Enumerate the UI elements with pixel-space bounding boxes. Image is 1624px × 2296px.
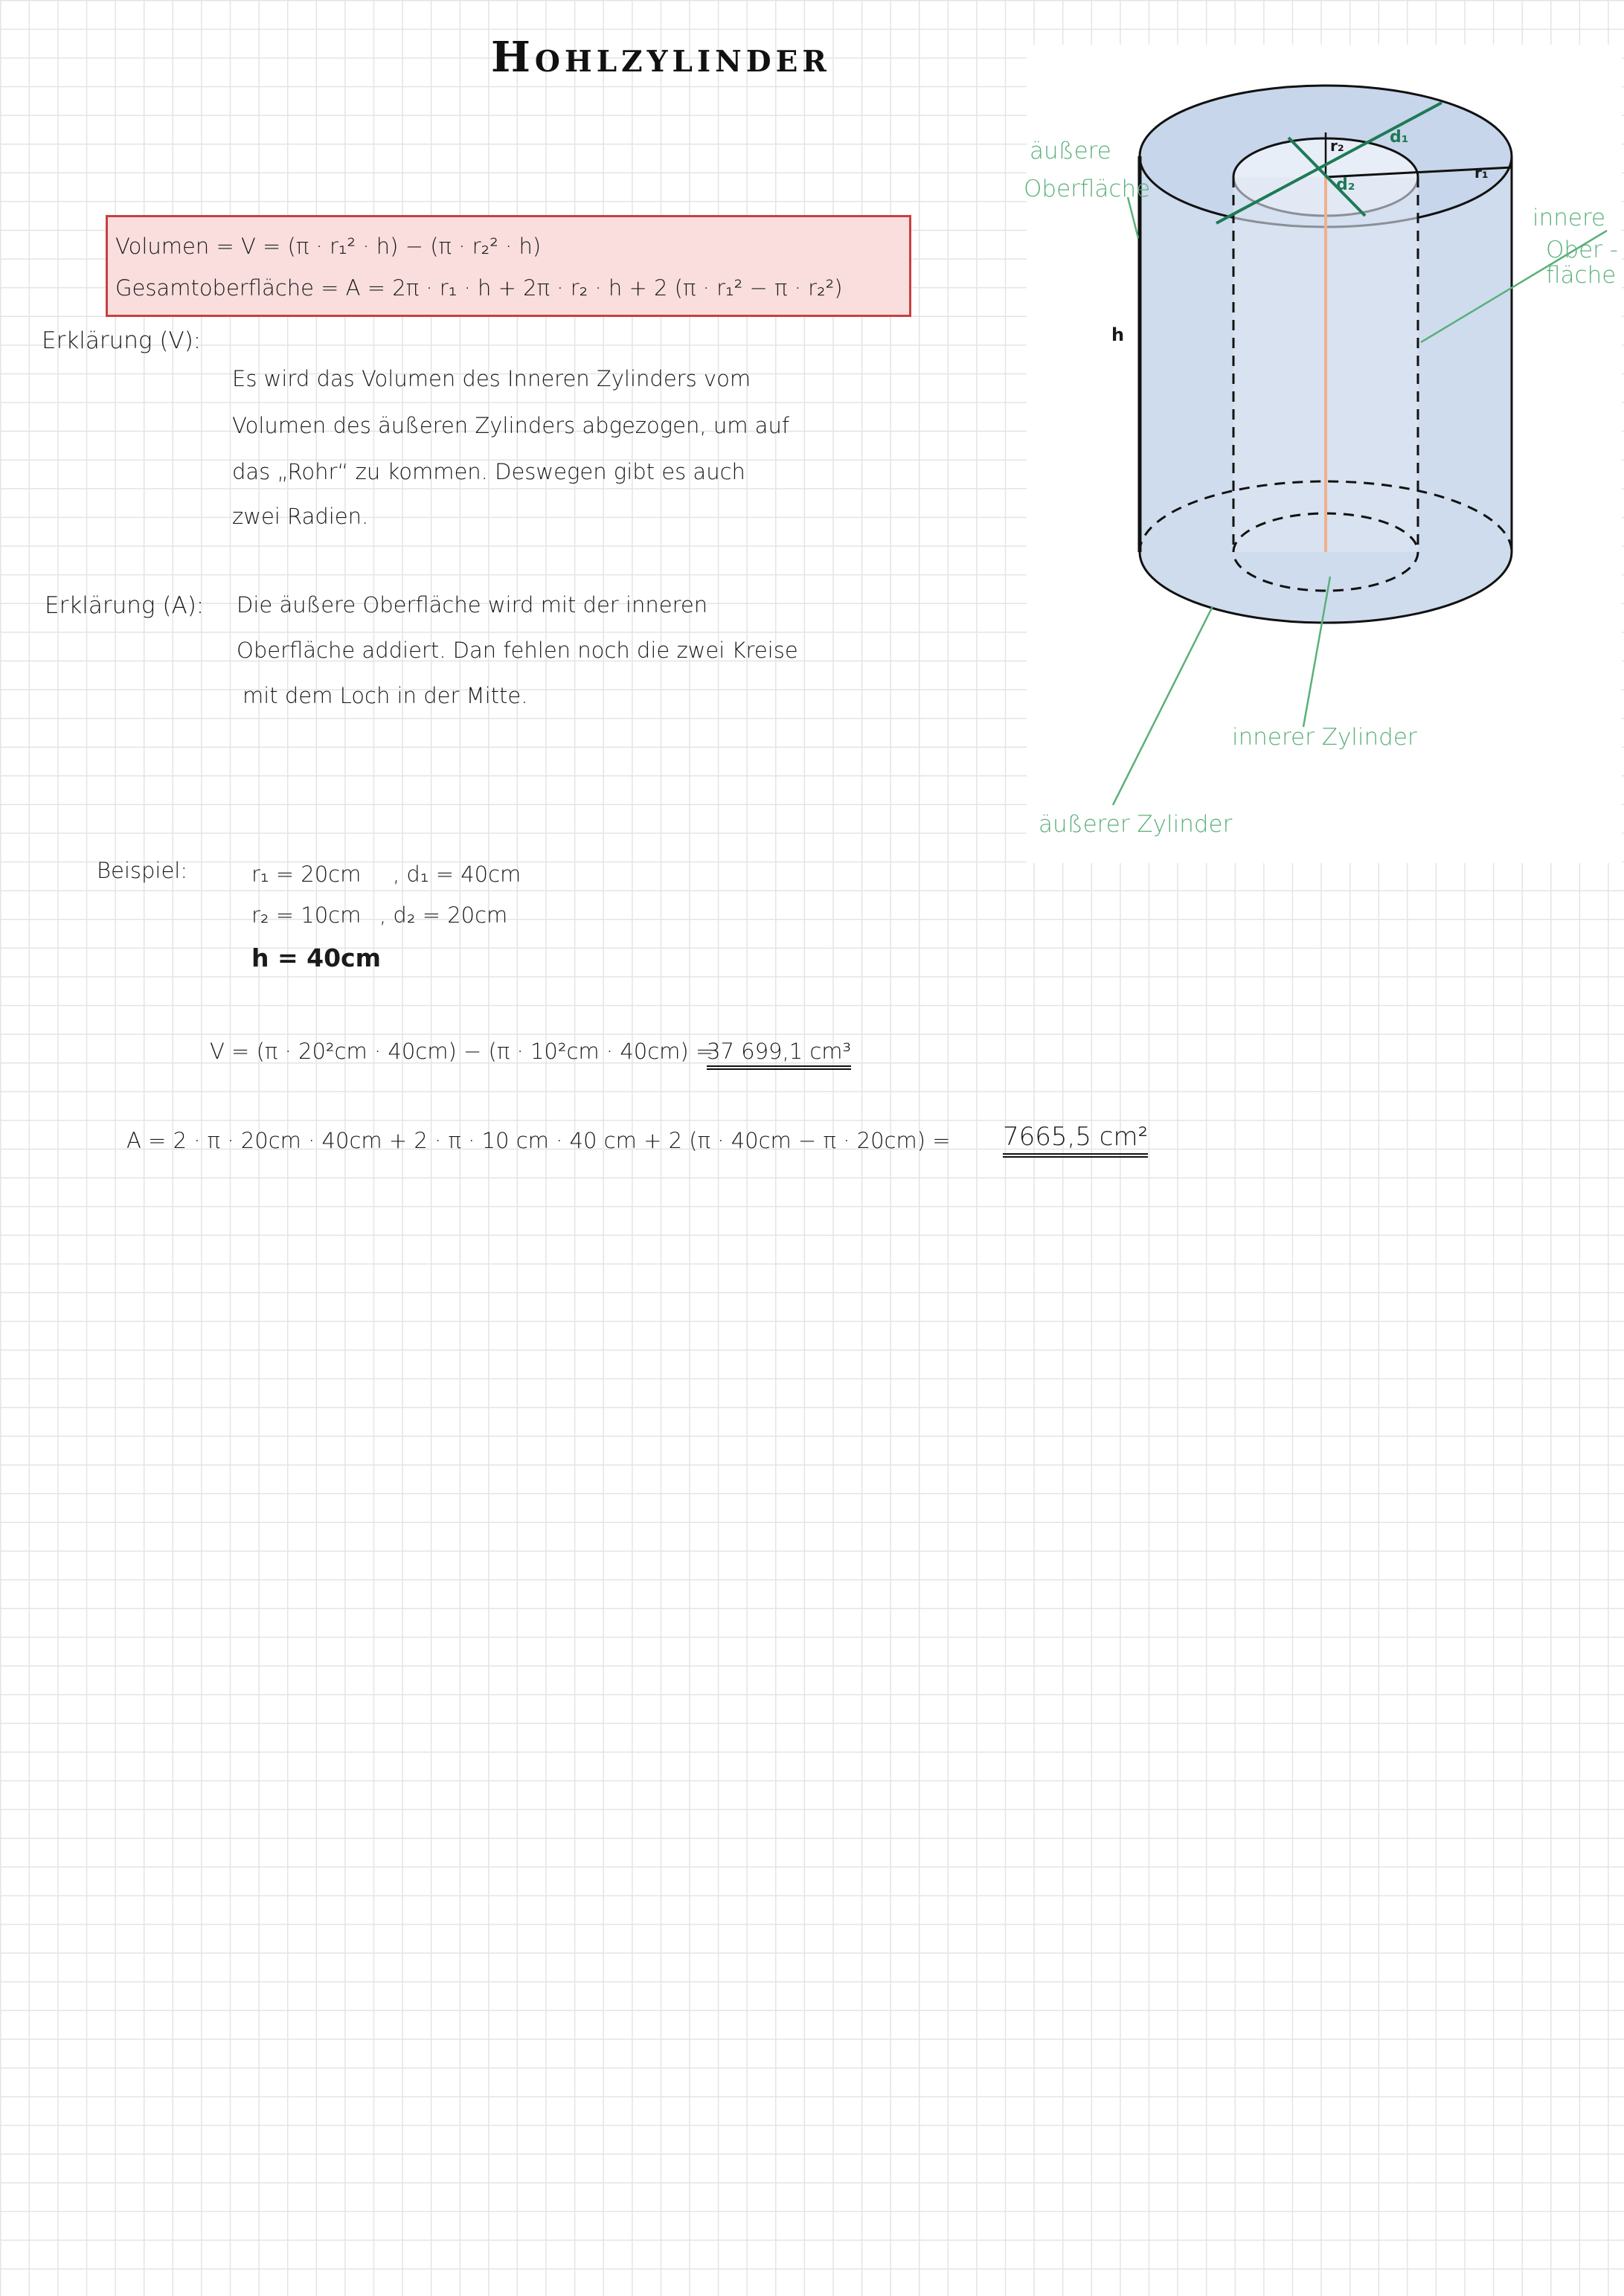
explanation-v-line-4: zwei Radien. [232, 504, 369, 529]
volume-result: 37 699,1 cm³ [707, 1039, 851, 1070]
outer-cylinder-label: äußerer Zylinder [1039, 811, 1233, 838]
example-d1: , d₁ = 40cm [393, 862, 521, 887]
d2-label: d₂ [1336, 176, 1355, 194]
inner-surface-label-2: Ober - [1546, 237, 1618, 263]
inner-surface-label-1: innere [1532, 205, 1606, 231]
r1-label: r₁ [1474, 164, 1489, 182]
page-title: Hohlzylinder [491, 33, 831, 82]
example-label: Beispiel: [97, 858, 188, 883]
example-r1: r₁ = 20cm [251, 862, 362, 887]
outer-cylinder-leader [1113, 606, 1213, 805]
explanation-v-line-3: das „Rohr“ zu kommen. Deswegen gibt es auch [232, 459, 745, 484]
explanation-a-label: Erklärung (A): [45, 592, 205, 619]
outer-surface-leader [1128, 197, 1138, 238]
volume-calculation: V = (π · 20²cm · 40cm) − (π · 10²cm · 40cm) = [210, 1039, 714, 1064]
surface-formula: Gesamtoberfläche = A = 2π · r₁ · h + 2π · r₂ · h + 2 (π · r₁² − π · r₂²) [115, 275, 843, 301]
example-d2: , d₂ = 20cm [379, 902, 508, 928]
explanation-v-line-2: Volumen des äußeren Zylinders abgezogen, um auf [232, 413, 790, 438]
explanation-a-line-2: Oberfläche addiert. Dan fehlen noch die zwei Kreise [237, 638, 798, 663]
example-h: h = 40cm [251, 943, 381, 972]
d1-label: d₁ [1390, 128, 1409, 147]
height-label: h [1111, 324, 1125, 345]
formula-box [106, 215, 911, 317]
volume-formula: Volumen = V = (π · r₁² · h) − (π · r₂² · h) [115, 234, 542, 259]
surface-result: 7665,5 cm² [1003, 1122, 1148, 1158]
inner-cylinder-label: innerer Zylinder [1232, 724, 1417, 751]
example-r2: r₂ = 10cm [251, 902, 362, 928]
inner-surface-label-3: fläche [1546, 262, 1617, 289]
outer-surface-label-2: Oberfläche [1024, 176, 1151, 202]
explanation-a-line-3: mit dem Loch in der Mitte. [243, 683, 528, 708]
explanation-a-line-1: Die äußere Oberfläche wird mit der inneren [237, 592, 708, 618]
r2-label: r₂ [1330, 137, 1344, 155]
explanation-v-line-1: Es wird das Volumen des Inneren Zylinders vom [232, 366, 751, 391]
explanation-v-label: Erklärung (V): [42, 327, 202, 354]
surface-calculation: A = 2 · π · 20cm · 40cm + 2 · π · 10 cm · 40 cm + 2 (π · 40cm − π · 20cm) = [126, 1128, 951, 1153]
outer-surface-label-1: äußere [1030, 138, 1111, 164]
